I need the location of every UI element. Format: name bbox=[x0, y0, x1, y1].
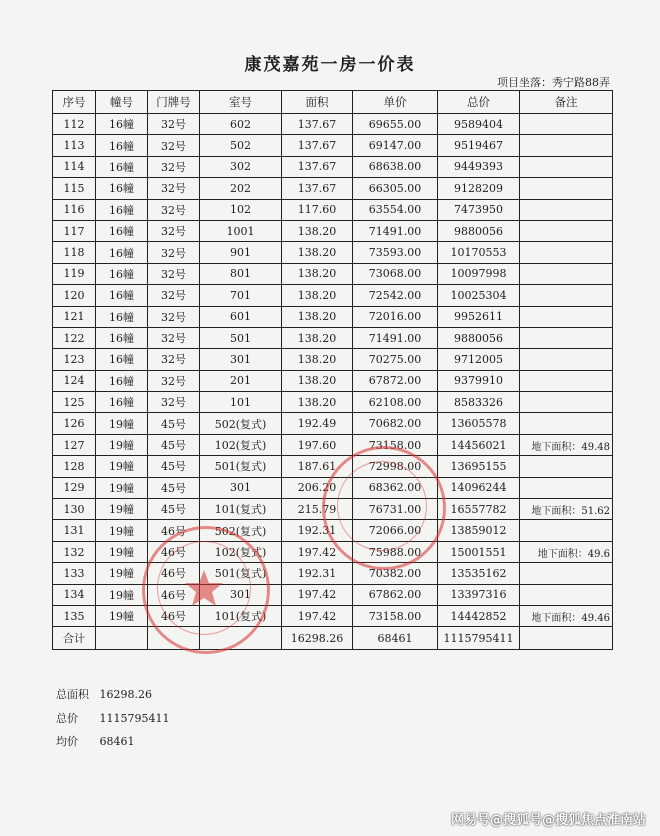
unit-price-cell: 73593.00 bbox=[353, 242, 438, 263]
note-cell bbox=[520, 413, 613, 434]
door-number-cell: 32号 bbox=[148, 156, 200, 177]
area-cell: 192.49 bbox=[282, 413, 353, 434]
note-cell bbox=[520, 156, 613, 177]
seq-number-cell: 116 bbox=[53, 199, 96, 220]
area-cell: 215.79 bbox=[282, 499, 353, 520]
door-number-cell: 46号 bbox=[148, 520, 200, 541]
column-header: 备注 bbox=[520, 91, 613, 114]
building-cell: 16幢 bbox=[96, 156, 148, 177]
table-row bbox=[53, 392, 613, 413]
building-cell: 16幢 bbox=[96, 114, 148, 135]
note-cell bbox=[520, 563, 613, 584]
table-row bbox=[53, 114, 613, 135]
note-cell bbox=[520, 392, 613, 413]
table-row bbox=[53, 156, 613, 177]
room-number-cell: 602 bbox=[200, 114, 282, 135]
total-price-cell: 16557782 bbox=[438, 499, 520, 520]
area-cell: 187.61 bbox=[282, 456, 353, 477]
room-number-cell: 301 bbox=[200, 349, 282, 370]
header-row bbox=[53, 91, 613, 114]
door-number-cell: 32号 bbox=[148, 349, 200, 370]
room-number-cell: 901 bbox=[200, 242, 282, 263]
project-address: 项目坐落：秀宁路88弄 bbox=[497, 76, 610, 89]
seq-number-cell: 113 bbox=[53, 135, 96, 156]
table-row bbox=[53, 285, 613, 306]
area-cell: 197.60 bbox=[282, 434, 353, 455]
area-cell: 206.20 bbox=[282, 477, 353, 498]
door-number-cell: 45号 bbox=[148, 477, 200, 498]
room-number-cell: 101 bbox=[200, 392, 282, 413]
door-number-cell: 32号 bbox=[148, 327, 200, 348]
note-cell bbox=[520, 178, 613, 199]
door-number-cell: 32号 bbox=[148, 135, 200, 156]
total-price-cell: 8583326 bbox=[438, 392, 520, 413]
room-number-cell: 501(复式) bbox=[200, 563, 282, 584]
total-label: 合计 bbox=[53, 627, 96, 650]
room-number-cell: 102(复式) bbox=[200, 434, 282, 455]
column-header: 幢号 bbox=[96, 91, 148, 114]
total-price-cell: 9952611 bbox=[438, 306, 520, 327]
area-cell: 138.20 bbox=[282, 392, 353, 413]
building-cell: 19幢 bbox=[96, 413, 148, 434]
unit-price-cell: 69655.00 bbox=[353, 114, 438, 135]
unit-price-cell: 63554.00 bbox=[353, 199, 438, 220]
unit-price-cell: 70682.00 bbox=[353, 413, 438, 434]
door-number-cell: 32号 bbox=[148, 392, 200, 413]
total-price-cell: 9379910 bbox=[438, 370, 520, 391]
door-number-cell: 45号 bbox=[148, 456, 200, 477]
unit-price-cell: 67862.00 bbox=[353, 584, 438, 605]
total-price-cell: 9128209 bbox=[438, 178, 520, 199]
door-number-cell: 32号 bbox=[148, 220, 200, 241]
total-price-cell: 14456021 bbox=[438, 434, 520, 455]
total-price-cell: 9519467 bbox=[438, 135, 520, 156]
unit-price-cell: 75988.00 bbox=[353, 541, 438, 562]
room-number-cell: 601 bbox=[200, 306, 282, 327]
note-cell bbox=[520, 263, 613, 284]
total-unit-price: 68461 bbox=[353, 627, 438, 650]
seq-number-cell: 132 bbox=[53, 541, 96, 562]
door-number-cell: 32号 bbox=[148, 263, 200, 284]
note-cell: 地下面积：49.6 bbox=[520, 541, 613, 562]
note-cell bbox=[520, 285, 613, 306]
door-number-cell: 46号 bbox=[148, 605, 200, 626]
total-price-cell: 14096244 bbox=[438, 477, 520, 498]
table-row bbox=[53, 434, 613, 455]
area-cell: 138.20 bbox=[282, 242, 353, 263]
room-number-cell: 301 bbox=[200, 477, 282, 498]
door-number-cell: 32号 bbox=[148, 285, 200, 306]
seal-stamp bbox=[142, 526, 270, 654]
door-number-cell: 45号 bbox=[148, 434, 200, 455]
room-number-cell: 101(复式) bbox=[200, 605, 282, 626]
building-cell: 19幢 bbox=[96, 563, 148, 584]
building-cell: 16幢 bbox=[96, 242, 148, 263]
note-cell bbox=[520, 456, 613, 477]
building-cell: 16幢 bbox=[96, 349, 148, 370]
note-cell bbox=[520, 477, 613, 498]
seq-number-cell: 121 bbox=[53, 306, 96, 327]
area-cell: 137.67 bbox=[282, 135, 353, 156]
summary-label: 均价 bbox=[56, 735, 78, 748]
seq-number-cell: 122 bbox=[53, 327, 96, 348]
table-row bbox=[53, 605, 613, 626]
unit-price-cell: 68362.00 bbox=[353, 477, 438, 498]
room-number-cell: 801 bbox=[200, 263, 282, 284]
room-number-cell: 102(复式) bbox=[200, 541, 282, 562]
door-number-cell: 32号 bbox=[148, 306, 200, 327]
table-row bbox=[53, 563, 613, 584]
door-number-cell: 32号 bbox=[148, 199, 200, 220]
document-title: 康茂嘉苑一房一价表 bbox=[244, 55, 416, 75]
watermark: 网易号@搜狐号@搜狐焦点淮南站 bbox=[450, 813, 646, 828]
seq-number-cell: 135 bbox=[53, 605, 96, 626]
room-number-cell: 102 bbox=[200, 199, 282, 220]
note-cell: 地下面积：51.62 bbox=[520, 499, 613, 520]
price-table bbox=[52, 90, 613, 650]
seq-number-cell: 117 bbox=[53, 220, 96, 241]
summary-value: 1115795411 bbox=[99, 712, 170, 725]
total-price-cell: 9880056 bbox=[438, 220, 520, 241]
seq-number-cell: 129 bbox=[53, 477, 96, 498]
note-cell bbox=[520, 370, 613, 391]
room-number-cell: 1001 bbox=[200, 220, 282, 241]
door-number-cell: 46号 bbox=[148, 563, 200, 584]
door-number-cell: 46号 bbox=[148, 541, 200, 562]
total-area: 16298.26 bbox=[282, 627, 353, 650]
unit-price-cell: 71491.00 bbox=[353, 220, 438, 241]
unit-price-cell: 70382.00 bbox=[353, 563, 438, 584]
area-cell: 192.31 bbox=[282, 520, 353, 541]
seq-number-cell: 112 bbox=[53, 114, 96, 135]
summary-line bbox=[56, 733, 135, 749]
table-row bbox=[53, 306, 613, 327]
seq-number-cell: 118 bbox=[53, 242, 96, 263]
area-cell: 138.20 bbox=[282, 285, 353, 306]
table-row bbox=[53, 199, 613, 220]
seq-number-cell: 130 bbox=[53, 499, 96, 520]
column-header: 单价 bbox=[353, 91, 438, 114]
area-cell: 138.20 bbox=[282, 370, 353, 391]
note-cell bbox=[520, 520, 613, 541]
area-cell: 137.67 bbox=[282, 156, 353, 177]
total-empty-cell bbox=[520, 627, 613, 650]
area-cell: 137.67 bbox=[282, 178, 353, 199]
total-price: 1115795411 bbox=[438, 627, 520, 650]
unit-price-cell: 73068.00 bbox=[353, 263, 438, 284]
note-cell bbox=[520, 220, 613, 241]
total-price-cell: 10025304 bbox=[438, 285, 520, 306]
table-row bbox=[53, 220, 613, 241]
total-price-cell: 9449393 bbox=[438, 156, 520, 177]
room-number-cell: 501(复式) bbox=[200, 456, 282, 477]
door-number-cell: 32号 bbox=[148, 370, 200, 391]
building-cell: 16幢 bbox=[96, 199, 148, 220]
building-cell: 16幢 bbox=[96, 178, 148, 199]
seal-stamp bbox=[322, 446, 446, 570]
seq-number-cell: 123 bbox=[53, 349, 96, 370]
table-row bbox=[53, 135, 613, 156]
table-body bbox=[53, 114, 613, 627]
building-cell: 19幢 bbox=[96, 499, 148, 520]
table-row bbox=[53, 349, 613, 370]
seq-number-cell: 125 bbox=[53, 392, 96, 413]
building-cell: 16幢 bbox=[96, 285, 148, 306]
room-number-cell: 501 bbox=[200, 327, 282, 348]
building-cell: 19幢 bbox=[96, 541, 148, 562]
column-header: 总价 bbox=[438, 91, 520, 114]
door-number-cell: 46号 bbox=[148, 584, 200, 605]
building-cell: 19幢 bbox=[96, 605, 148, 626]
door-number-cell: 45号 bbox=[148, 413, 200, 434]
total-price-cell: 10097998 bbox=[438, 263, 520, 284]
room-number-cell: 202 bbox=[200, 178, 282, 199]
table-row bbox=[53, 327, 613, 348]
unit-price-cell: 70275.00 bbox=[353, 349, 438, 370]
area-cell: 138.20 bbox=[282, 327, 353, 348]
total-price-cell: 14442852 bbox=[438, 605, 520, 626]
seq-number-cell: 128 bbox=[53, 456, 96, 477]
building-cell: 16幢 bbox=[96, 370, 148, 391]
table-row bbox=[53, 413, 613, 434]
area-cell: 138.20 bbox=[282, 306, 353, 327]
note-cell bbox=[520, 327, 613, 348]
total-price-cell: 9589404 bbox=[438, 114, 520, 135]
building-cell: 19幢 bbox=[96, 584, 148, 605]
total-price-cell: 13397316 bbox=[438, 584, 520, 605]
table-row bbox=[53, 263, 613, 284]
unit-price-cell: 62108.00 bbox=[353, 392, 438, 413]
seq-number-cell: 134 bbox=[53, 584, 96, 605]
unit-price-cell: 71491.00 bbox=[353, 327, 438, 348]
door-number-cell: 45号 bbox=[148, 499, 200, 520]
area-cell: 138.20 bbox=[282, 220, 353, 241]
building-cell: 19幢 bbox=[96, 520, 148, 541]
table-row bbox=[53, 242, 613, 263]
summary-label: 总面积 bbox=[56, 688, 89, 701]
area-cell: 138.20 bbox=[282, 349, 353, 370]
building-cell: 19幢 bbox=[96, 477, 148, 498]
note-cell bbox=[520, 114, 613, 135]
seq-number-cell: 133 bbox=[53, 563, 96, 584]
room-number-cell: 502(复式) bbox=[200, 520, 282, 541]
building-cell: 16幢 bbox=[96, 220, 148, 241]
unit-price-cell: 72998.00 bbox=[353, 456, 438, 477]
unit-price-cell: 69147.00 bbox=[353, 135, 438, 156]
total-price-cell: 7473950 bbox=[438, 199, 520, 220]
total-price-cell: 13695155 bbox=[438, 456, 520, 477]
unit-price-cell: 72542.00 bbox=[353, 285, 438, 306]
total-empty-cell bbox=[96, 627, 148, 650]
seq-number-cell: 131 bbox=[53, 520, 96, 541]
column-header: 序号 bbox=[53, 91, 96, 114]
total-price-cell: 13605578 bbox=[438, 413, 520, 434]
building-cell: 19幢 bbox=[96, 434, 148, 455]
total-price-cell: 15001551 bbox=[438, 541, 520, 562]
seq-number-cell: 124 bbox=[53, 370, 96, 391]
area-cell: 117.60 bbox=[282, 199, 353, 220]
area-cell: 197.42 bbox=[282, 541, 353, 562]
summary-value: 16298.26 bbox=[99, 688, 152, 701]
seq-number-cell: 126 bbox=[53, 413, 96, 434]
total-price-cell: 9712005 bbox=[438, 349, 520, 370]
area-cell: 137.67 bbox=[282, 114, 353, 135]
table-row bbox=[53, 584, 613, 605]
total-price-cell: 9880056 bbox=[438, 327, 520, 348]
summary-line bbox=[56, 710, 170, 726]
door-number-cell: 32号 bbox=[148, 242, 200, 263]
seq-number-cell: 120 bbox=[53, 285, 96, 306]
room-number-cell: 101(复式) bbox=[200, 499, 282, 520]
total-price-cell: 13859012 bbox=[438, 520, 520, 541]
building-cell: 19幢 bbox=[96, 456, 148, 477]
column-header: 室号 bbox=[200, 91, 282, 114]
building-cell: 16幢 bbox=[96, 306, 148, 327]
note-cell bbox=[520, 306, 613, 327]
area-cell: 197.42 bbox=[282, 605, 353, 626]
note-cell: 地下面积：49.46 bbox=[520, 605, 613, 626]
unit-price-cell: 72016.00 bbox=[353, 306, 438, 327]
total-price-cell: 13535162 bbox=[438, 563, 520, 584]
summary-label: 总价 bbox=[56, 712, 78, 725]
unit-price-cell: 68638.00 bbox=[353, 156, 438, 177]
note-cell: 地下面积：49.48 bbox=[520, 434, 613, 455]
note-cell bbox=[520, 135, 613, 156]
room-number-cell: 302 bbox=[200, 156, 282, 177]
seq-number-cell: 119 bbox=[53, 263, 96, 284]
column-header: 面积 bbox=[282, 91, 353, 114]
total-row bbox=[53, 627, 613, 650]
building-cell: 16幢 bbox=[96, 135, 148, 156]
table-row bbox=[53, 178, 613, 199]
note-cell bbox=[520, 199, 613, 220]
room-number-cell: 502 bbox=[200, 135, 282, 156]
note-cell bbox=[520, 242, 613, 263]
area-cell: 138.20 bbox=[282, 263, 353, 284]
note-cell bbox=[520, 584, 613, 605]
unit-price-cell: 73158.00 bbox=[353, 605, 438, 626]
seq-number-cell: 115 bbox=[53, 178, 96, 199]
unit-price-cell: 67872.00 bbox=[353, 370, 438, 391]
seq-number-cell: 114 bbox=[53, 156, 96, 177]
note-cell bbox=[520, 349, 613, 370]
door-number-cell: 32号 bbox=[148, 114, 200, 135]
table-row bbox=[53, 370, 613, 391]
building-cell: 16幢 bbox=[96, 327, 148, 348]
unit-price-cell: 73158.00 bbox=[353, 434, 438, 455]
room-number-cell: 201 bbox=[200, 370, 282, 391]
building-cell: 16幢 bbox=[96, 392, 148, 413]
column-header: 门牌号 bbox=[148, 91, 200, 114]
room-number-cell: 502(复式) bbox=[200, 413, 282, 434]
area-cell: 192.31 bbox=[282, 563, 353, 584]
table-row bbox=[53, 541, 613, 562]
unit-price-cell: 66305.00 bbox=[353, 178, 438, 199]
summary-value: 68461 bbox=[99, 735, 135, 748]
unit-price-cell: 76731.00 bbox=[353, 499, 438, 520]
room-number-cell: 701 bbox=[200, 285, 282, 306]
door-number-cell: 32号 bbox=[148, 178, 200, 199]
summary-line bbox=[56, 686, 152, 702]
room-number-cell: 301 bbox=[200, 584, 282, 605]
total-price-cell: 10170553 bbox=[438, 242, 520, 263]
area-cell: 197.42 bbox=[282, 584, 353, 605]
star-icon bbox=[184, 568, 224, 608]
seq-number-cell: 127 bbox=[53, 434, 96, 455]
unit-price-cell: 72066.00 bbox=[353, 520, 438, 541]
building-cell: 16幢 bbox=[96, 263, 148, 284]
